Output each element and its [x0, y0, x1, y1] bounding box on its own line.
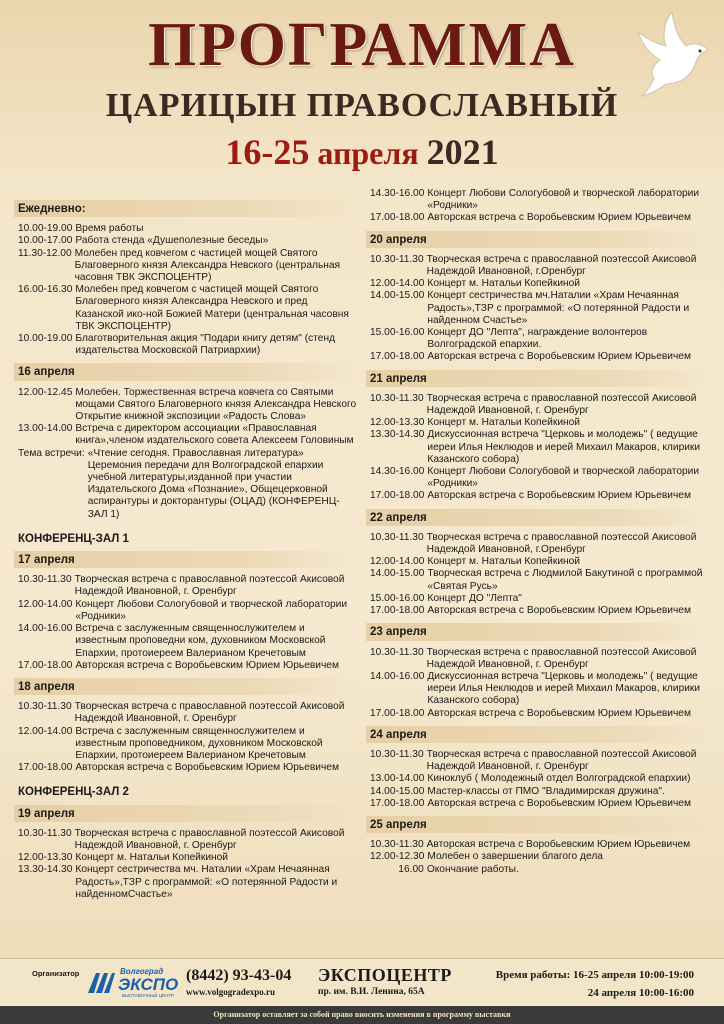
section-18-april: 18 апреля: [14, 678, 358, 695]
event-time: 10.30-11.30: [370, 253, 424, 265]
hall-1-heading: КОНФЕРЕНЦ-ЗАЛ 1: [18, 532, 129, 545]
list-item: [370, 188, 710, 212]
list-item: [18, 223, 358, 235]
event-text: «Чтение сегодня. Православная литература» Церемония передачи для Волгоградской епархии учебной литературы,изданной при участии Издательского Дома «Познание», Общецерковной аспирантуры и докторантуры (ОЦАД) (КОНФЕРЕНЦ-ЗАЛ 1): [87, 447, 340, 520]
event-text: Молебен пред ковчегом с частицей мощей Святого Благоверного князя Александра Невского (центральная часовня ТВК ЭКСПОЦЕНТР): [74, 247, 341, 284]
event-time: 12.00-14.00: [370, 278, 425, 290]
event-text: Авторская встреча с Воробьевским Юрием Юрьевичем: [427, 351, 691, 363]
section-24-april: 24 апреля: [366, 726, 710, 743]
event-time: 15.00-16.00: [370, 592, 425, 604]
event-text: Концерт ДО "Лепта", награждение волонтеров Волгоградской епархии.: [427, 327, 648, 351]
event-text: Творческая встреча с православной поэтессой Акисовой Надеждой Ивановной, г. Оренбург: [426, 748, 697, 773]
event-time: 10.00-19.00: [18, 223, 73, 235]
list-item: [18, 701, 358, 725]
event-time: 12.00-12.45: [18, 386, 73, 398]
event-time: 10.30-11.30: [370, 646, 424, 658]
event-time: 14.00-16.00: [370, 670, 425, 682]
list-item: [370, 532, 710, 556]
event-time: 14.30-16.00: [370, 188, 425, 199]
event-time: 13.00-14.00: [370, 773, 425, 785]
event-text: Время работы: [75, 223, 144, 235]
event-text: Творческая встреча с православной поэтессой Акисовой Надеждой Ивановной, г. Оренбург: [426, 646, 697, 670]
logo-tagline: ВЫСТАВОЧНЫЙ ЦЕНТР: [122, 993, 174, 998]
event-time: 17.00-18.00: [370, 490, 425, 502]
phone-number: (8442) 93-43-04: [186, 967, 292, 984]
day-19-continued-events: [370, 188, 710, 225]
list-item: [18, 660, 358, 672]
list-item: [370, 605, 710, 617]
event-time: 17.00-18.00: [370, 797, 425, 809]
list-item: [370, 568, 710, 592]
event-text: Концерт м. Натальи Копейкиной: [427, 556, 580, 568]
organizer-label: Организатор: [32, 969, 80, 978]
day-18-events: [18, 701, 358, 774]
right-column: [370, 188, 710, 876]
section-daily: Ежедневно:: [14, 200, 358, 217]
list-item: [18, 235, 358, 247]
event-time: 10.00-19.00: [18, 333, 73, 345]
section-16-april: 16 апреля: [14, 363, 358, 380]
event-time: 10.30-11.30: [370, 531, 424, 543]
day-23-events: [370, 647, 710, 720]
event-text: Концерт сестричества мч. Наталии «Храм Нечаянная Радость»,ТЗР с программой: «О потерянной Радости и найденномСчастье»: [75, 864, 338, 900]
left-column: [18, 200, 358, 901]
event-text: Окончание работы.: [426, 863, 519, 875]
list-item: [18, 828, 358, 852]
list-item: [370, 466, 710, 490]
list-item: [18, 387, 358, 424]
event-text: Творческая встреча с православной поэтессой Акисовой Надеждой Ивановной, г. Оренбург: [426, 392, 697, 417]
event-dates: [0, 132, 724, 173]
event-text: Концерт м. Натальи Копейкиной: [75, 852, 228, 864]
event-time: 12.00-13.30: [370, 417, 425, 429]
event-text: Концерт м. Натальи Копейкиной: [427, 417, 580, 429]
list-item: [370, 212, 710, 224]
event-text: Молебен. Торжественная встреча ковчега со Святыми мощами Святого Благоверного князя Александра Невского Открытие книжной экспозиции «Радость Слова»: [75, 386, 357, 423]
list-item: [370, 864, 710, 876]
event-time: 10.00-17.00: [18, 235, 73, 247]
event-text: Авторская встреча с Воробьевским Юрием Юрьевичем: [427, 797, 691, 809]
expo-logo: [86, 965, 181, 999]
event-time: 17.00-18.00: [370, 605, 425, 617]
event-time: 13.30-14.30: [18, 864, 73, 876]
event-text: Встреча с заслуженным священнослужителем и известным проповедни ком, духовником Московской Епархии, протоиереем Валерианом Кречетовым: [75, 623, 326, 659]
list-item: [370, 647, 710, 671]
event-time: 14.00-15.00: [370, 568, 425, 580]
event-time: 14.30-16.00: [370, 466, 425, 478]
event-text: Дискуссионная встреча "Церковь и молодежь" ( ведущие иереи Илья Неклюдов и иерей Михаил Макаров, клирики Казанского собора): [427, 670, 701, 707]
event-text: Концерт сестричества мч.Наталии «Храм Нечаянная Радость»,ТЗР с программой: «О потерянной Радости и найденном Счастье»: [427, 290, 690, 326]
section-22-april: 22 апреля: [366, 509, 710, 526]
event-text: Молебен о завершении благого дела: [427, 851, 603, 863]
event-time: 12.00-14.00: [18, 598, 73, 610]
list-item: [370, 708, 710, 720]
list-item: [370, 773, 710, 785]
event-time: 17.00-18.00: [18, 659, 73, 671]
event-text: Творческая встреча с православной поэтессой Акисовой Надеждой Ивановной, г. Оренбург: [74, 574, 345, 598]
event-text: Киноклуб ( Молодежный отдел Волгоградской епархии): [427, 773, 691, 785]
event-time: 12.00-13.30: [18, 852, 73, 864]
list-item: [370, 786, 710, 798]
list-item: [18, 574, 358, 598]
event-text: Концерт Любови Сологубовой и творческой лаборатории «Родники»: [427, 188, 700, 212]
event-time: 14.00-15.00: [370, 785, 425, 797]
event-text: Встреча с заслуженным священнослужителем и известным проповедником, духовником Московской Епархии, протоиереем Валерианом Кречетовым: [75, 725, 323, 761]
section-23-april: 23 апреля: [366, 623, 710, 640]
event-time: 10.30-11.30: [18, 827, 72, 839]
event-time: 10.30-11.30: [370, 748, 424, 760]
list-item: [18, 333, 358, 357]
day-24-events: [370, 749, 710, 810]
list-item: [18, 852, 358, 864]
event-time: 17.00-18.00: [370, 212, 425, 224]
list-item: [18, 423, 358, 447]
section-25-april: 25 апреля: [366, 816, 710, 833]
list-item: [18, 864, 358, 901]
dates-year: 2021: [426, 132, 499, 172]
event-name: ЦАРИЦЫН ПРАВОСЛАВНЫЙ: [105, 87, 619, 124]
event-time: 12.00-14.00: [370, 556, 425, 568]
event-time: 14.00-16.00: [18, 623, 73, 635]
event-text: Творческая встреча с Людмилой Бакутиной с программой «Святая Русь»: [427, 568, 703, 592]
list-item: [370, 839, 710, 851]
day-22-events: [370, 532, 710, 617]
event-time: 15.00-16.00: [370, 327, 425, 339]
list-item: [370, 327, 710, 351]
list-item: [18, 284, 358, 333]
list-item: [370, 593, 710, 605]
daily-events: [18, 223, 358, 357]
day-19-events: [18, 828, 358, 901]
list-item: [370, 749, 710, 773]
list-item: [370, 254, 710, 278]
event-time: 12.00-14.00: [18, 725, 73, 737]
list-item: [370, 490, 710, 502]
venue-name: ЭКСПОЦЕНТР: [318, 965, 452, 985]
section-21-april: 21 апреля: [366, 370, 710, 387]
list-item: [18, 448, 358, 521]
logo-name: ЭКСПО: [118, 975, 179, 994]
list-item: [370, 851, 710, 863]
header: [0, 0, 724, 180]
event-text: Творческая встреча с православной поэтессой Акисовой Надеждой Ивановной, г.Оренбург: [426, 253, 697, 278]
event-text: Мастер-классы от ПМО "Владимирская дружина".: [427, 785, 665, 797]
list-item: [370, 798, 710, 810]
footer: [0, 958, 724, 1007]
event-text: Авторская встреча с Воробьевским Юрием Юрьевичем: [426, 839, 691, 851]
event-time: 17.00-18.00: [18, 762, 73, 774]
venue-address: пр. им. В.И. Ленина, 65А: [318, 987, 425, 997]
event-text: Концерт Любови Сологубовой и творческой лаборатории «Родники»: [427, 466, 700, 490]
dates-range: 16-25: [225, 132, 310, 172]
event-text: Молебен пред ковчегом с частицей мощей Святого Благоверного князя Александра Невского и пред Казанской ико-ной Божией Матери (центральная часовня ТВК ЭКСПОЦЕНТР): [75, 284, 349, 332]
list-item: [18, 623, 358, 660]
event-text: Авторская встреча с Воробьевским Юрием Юрьевичем: [427, 490, 691, 502]
working-hours: Время работы: 16-25 апреля 10:00-19:00: [495, 969, 694, 981]
list-item: [370, 417, 710, 429]
event-time: 16.00: [370, 863, 424, 875]
day-17-events: [18, 574, 358, 672]
section-20-april: 20 апреля: [366, 231, 710, 248]
list-item: [370, 393, 710, 417]
event-text: Творческая встреча с православной поэтессой Акисовой Надеждой Ивановной, г. Оренбург: [74, 827, 345, 851]
list-item: [370, 671, 710, 708]
event-time: 10.30-11.30: [18, 701, 72, 713]
event-time: 11.30-12.00: [18, 247, 72, 259]
event-text: Авторская встреча с Воробьевским Юрием Юрьевичем: [75, 762, 339, 774]
event-time: 13.30-14.30: [370, 429, 425, 441]
page-title: ПРОГРАММА: [148, 11, 576, 79]
day-20-events: [370, 254, 710, 364]
event-time: 10.30-11.30: [370, 839, 424, 851]
event-time: 14.00-15.00: [370, 290, 425, 302]
disclaimer-bar: Организатор оставляет за собой право вносить изменения в программу выставки: [0, 1006, 724, 1024]
list-item: [370, 290, 710, 327]
event-time: 10.30-11.30: [370, 392, 424, 404]
event-time: 17.00-18.00: [370, 351, 425, 363]
event-text: Дискуссионная встреча "Церковь и молодежь" ( ведущие иереи Илья Неклюдов и иерей Михаил Макаров, клирики Казанского собора): [427, 429, 701, 465]
website-link[interactable]: www.volgogradexpo.ru: [186, 987, 276, 997]
logo-city: Волгоград: [120, 967, 164, 976]
working-hours-24: 24 апреля 10:00-16:00: [587, 987, 694, 999]
list-item: [370, 278, 710, 290]
event-text: Творческая встреча с православной поэтессой Акисовой Надеждой Ивановной, г.Оренбург: [426, 531, 697, 556]
event-text: Авторская встреча с Воробьевским Юрием Юрьевичем: [427, 212, 691, 224]
event-text: Авторская встреча с Воробьевским Юрием Юрьевичем: [427, 707, 691, 719]
list-item: [18, 726, 358, 763]
event-time: Тема встречи:: [18, 447, 85, 459]
list-item: [370, 556, 710, 568]
event-text: Концерт м. Натальи Копейкиной: [427, 278, 580, 290]
event-time: 10.30-11.30: [18, 574, 72, 586]
event-text: Концерт ДО "Лепта": [427, 592, 522, 604]
event-text: Встреча с директором ассоциации «Православная книга»,членом издательского совета Алексеем Головиным: [75, 423, 354, 447]
list-item: [18, 599, 358, 623]
list-item: [18, 248, 358, 285]
list-item: [370, 351, 710, 363]
day-21-events: [370, 393, 710, 503]
event-text: Авторская встреча с Воробьевским Юрием Юрьевичем: [75, 659, 339, 671]
list-item: [370, 429, 710, 466]
event-time: 12.00-12.30: [370, 851, 425, 863]
event-text: Концерт Любови Сологубовой и творческой лаборатории «Родники»: [75, 598, 348, 622]
section-19-april: 19 апреля: [14, 805, 358, 822]
event-time: 13.00-14.00: [18, 423, 73, 435]
day-25-events: [370, 839, 710, 876]
list-item: [18, 762, 358, 774]
event-text: Работа стенда «Душеполезные беседы»: [75, 235, 269, 247]
event-text: Благотворительная акция "Подари книгу детям" (стенд издательства Московской Патриархии): [75, 333, 336, 357]
event-text: Авторская встреча с Воробьевским Юрием Юрьевичем: [427, 605, 691, 617]
dates-month: апреля: [309, 135, 427, 171]
event-time: 17.00-18.00: [370, 707, 425, 719]
event-time: 16.00-16.30: [18, 284, 73, 296]
event-text: Творческая встреча с православной поэтессой Акисовой Надеждой Ивановной, г. Оренбург: [74, 701, 345, 725]
day-16-events: [18, 387, 358, 521]
dove-icon: [632, 10, 712, 100]
hall-2-heading: КОНФЕРЕНЦ-ЗАЛ 2: [18, 786, 129, 799]
section-17-april: 17 апреля: [14, 551, 358, 568]
expo-logo-icon: [86, 969, 116, 997]
